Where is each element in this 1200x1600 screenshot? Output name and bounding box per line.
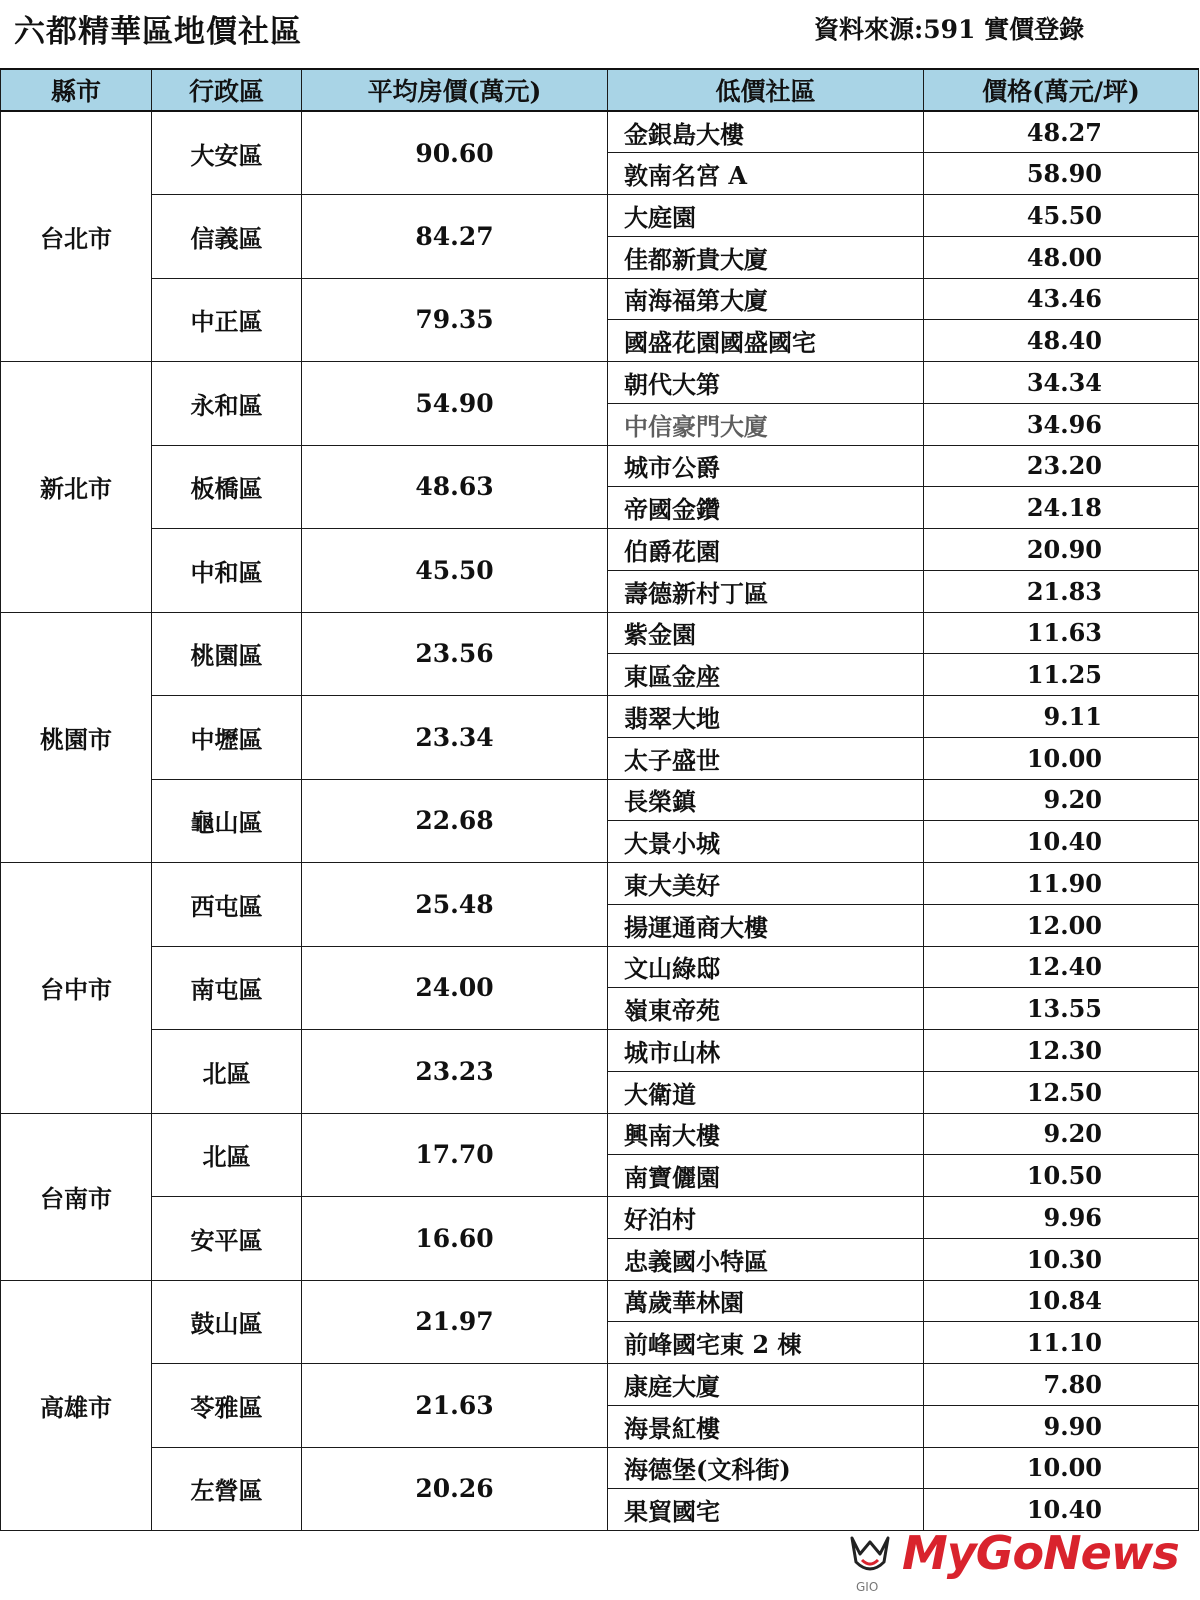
community-cell: 文山綠邸 xyxy=(608,946,924,988)
community-cell: 萬歲華林園 xyxy=(608,1280,924,1322)
community-cell: 忠義國小特區 xyxy=(608,1238,924,1280)
price-cell: 58.90 xyxy=(924,153,1199,195)
price-cell: 13.55 xyxy=(924,988,1199,1030)
table-row xyxy=(1,111,1199,153)
price-cell: 24.18 xyxy=(924,487,1199,529)
table-row xyxy=(1,529,1199,571)
price-cell: 9.96 xyxy=(924,1197,1199,1239)
district-cell: 信義區 xyxy=(152,195,302,279)
price-cell: 10.50 xyxy=(924,1155,1199,1197)
city-cell: 高雄市 xyxy=(1,1280,152,1531)
table-row xyxy=(1,445,1199,487)
table-row xyxy=(1,278,1199,320)
price-cell: 12.30 xyxy=(924,1030,1199,1072)
table-row xyxy=(1,1030,1199,1072)
price-cell: 11.25 xyxy=(924,654,1199,696)
community-cell: 東區金座 xyxy=(608,654,924,696)
district-cell: 北區 xyxy=(152,1030,302,1114)
price-cell: 10.40 xyxy=(924,821,1199,863)
logo-subtext: GIO xyxy=(856,1580,879,1594)
price-cell: 23.20 xyxy=(924,445,1199,487)
price-cell: 45.50 xyxy=(924,195,1199,237)
community-cell: 紫金園 xyxy=(608,612,924,654)
community-cell: 果貿國宅 xyxy=(608,1489,924,1531)
community-cell: 大景小城 xyxy=(608,821,924,863)
avg-price-cell: 16.60 xyxy=(302,1197,608,1281)
community-cell: 太子盛世 xyxy=(608,737,924,779)
price-cell: 10.30 xyxy=(924,1238,1199,1280)
district-cell: 中正區 xyxy=(152,278,302,362)
city-cell: 台南市 xyxy=(1,1113,152,1280)
district-cell: 西屯區 xyxy=(152,863,302,947)
community-cell: 長榮鎮 xyxy=(608,779,924,821)
avg-price-cell: 54.90 xyxy=(302,362,608,446)
community-cell: 大庭園 xyxy=(608,195,924,237)
table-row xyxy=(1,863,1199,905)
price-cell: 10.00 xyxy=(924,737,1199,779)
table-row xyxy=(1,779,1199,821)
price-cell: 10.40 xyxy=(924,1489,1199,1531)
community-cell: 興南大樓 xyxy=(608,1113,924,1155)
price-cell: 10.00 xyxy=(924,1447,1199,1489)
table-row xyxy=(1,946,1199,988)
price-cell: 7.80 xyxy=(924,1364,1199,1406)
price-cell: 9.90 xyxy=(924,1405,1199,1447)
district-cell: 中壢區 xyxy=(152,696,302,780)
community-cell: 帝國金鑽 xyxy=(608,487,924,529)
avg-price-cell: 17.70 xyxy=(302,1113,608,1197)
community-cell: 前峰國宅東 2 棟 xyxy=(608,1322,924,1364)
price-cell: 34.34 xyxy=(924,362,1199,404)
price-table xyxy=(0,68,1199,1531)
district-cell: 安平區 xyxy=(152,1197,302,1281)
community-cell: 壽德新村丁區 xyxy=(608,570,924,612)
data-source: 資料來源:591 實價登錄 xyxy=(814,15,1085,44)
column-header-price: 價格(萬元/坪) xyxy=(924,69,1199,111)
community-cell: 朝代大第 xyxy=(608,362,924,404)
community-cell: 金銀島大樓 xyxy=(608,111,924,153)
city-cell: 桃園市 xyxy=(1,612,152,863)
table-row xyxy=(1,1113,1199,1155)
price-cell: 12.50 xyxy=(924,1071,1199,1113)
community-cell: 康庭大廈 xyxy=(608,1364,924,1406)
avg-price-cell: 24.00 xyxy=(302,946,608,1030)
price-cell: 48.40 xyxy=(924,320,1199,362)
logo-text: MyGoNews xyxy=(902,1526,1179,1580)
price-cell: 10.84 xyxy=(924,1280,1199,1322)
table-row xyxy=(1,1364,1199,1406)
community-cell: 海景紅樓 xyxy=(608,1405,924,1447)
community-cell: 好泊村 xyxy=(608,1197,924,1239)
avg-price-cell: 22.68 xyxy=(302,779,608,863)
avg-price-cell: 20.26 xyxy=(302,1447,608,1531)
community-cell: 伯爵花園 xyxy=(608,529,924,571)
avg-price-cell: 23.23 xyxy=(302,1030,608,1114)
price-cell: 11.90 xyxy=(924,863,1199,905)
community-cell: 南寶儷園 xyxy=(608,1155,924,1197)
community-cell: 嶺東帝苑 xyxy=(608,988,924,1030)
mygonews-logo xyxy=(848,1526,1188,1596)
column-header-avg-price: 平均房價(萬元) xyxy=(302,69,608,111)
district-cell: 南屯區 xyxy=(152,946,302,1030)
price-cell: 43.46 xyxy=(924,278,1199,320)
column-header-city: 縣市 xyxy=(1,69,152,111)
page-title: 六都精華區地價社區 xyxy=(14,14,302,50)
price-cell: 48.27 xyxy=(924,111,1199,153)
community-cell: 佳都新貴大廈 xyxy=(608,236,924,278)
community-cell: 揚運通商大樓 xyxy=(608,904,924,946)
price-cell: 34.96 xyxy=(924,403,1199,445)
community-cell: 國盛花園國盛國宅 xyxy=(608,320,924,362)
avg-price-cell: 45.50 xyxy=(302,529,608,613)
avg-price-cell: 79.35 xyxy=(302,278,608,362)
page-header xyxy=(0,0,1200,68)
table-row xyxy=(1,612,1199,654)
price-cell: 9.11 xyxy=(924,696,1199,738)
district-cell: 龜山區 xyxy=(152,779,302,863)
avg-price-cell: 23.34 xyxy=(302,696,608,780)
table-row xyxy=(1,1197,1199,1239)
community-cell: 敦南名宮 A xyxy=(608,153,924,195)
price-cell: 9.20 xyxy=(924,779,1199,821)
avg-price-cell: 25.48 xyxy=(302,863,608,947)
avg-price-cell: 21.97 xyxy=(302,1280,608,1364)
district-cell: 桃園區 xyxy=(152,612,302,696)
district-cell: 鼓山區 xyxy=(152,1280,302,1364)
city-cell: 新北市 xyxy=(1,362,152,613)
district-cell: 板橋區 xyxy=(152,445,302,529)
district-cell: 北區 xyxy=(152,1113,302,1197)
avg-price-cell: 21.63 xyxy=(302,1364,608,1448)
district-cell: 中和區 xyxy=(152,529,302,613)
price-cell: 21.83 xyxy=(924,570,1199,612)
avg-price-cell: 84.27 xyxy=(302,195,608,279)
column-header-district: 行政區 xyxy=(152,69,302,111)
table-row xyxy=(1,1280,1199,1322)
city-cell: 台北市 xyxy=(1,111,152,362)
table-body xyxy=(1,111,1199,1531)
district-cell: 永和區 xyxy=(152,362,302,446)
table-row xyxy=(1,362,1199,404)
price-cell: 12.00 xyxy=(924,904,1199,946)
price-cell: 48.00 xyxy=(924,236,1199,278)
community-cell: 海德堡(文科街) xyxy=(608,1447,924,1489)
price-cell: 12.40 xyxy=(924,946,1199,988)
community-cell: 東大美好 xyxy=(608,863,924,905)
avg-price-cell: 23.56 xyxy=(302,612,608,696)
avg-price-cell: 90.60 xyxy=(302,111,608,195)
community-cell: 中信豪門大廈 xyxy=(608,403,924,445)
city-cell: 台中市 xyxy=(1,863,152,1114)
price-cell: 11.10 xyxy=(924,1322,1199,1364)
table-header-row xyxy=(1,69,1199,111)
price-cell: 20.90 xyxy=(924,529,1199,571)
community-cell: 城市山林 xyxy=(608,1030,924,1072)
table-row xyxy=(1,696,1199,738)
district-cell: 大安區 xyxy=(152,111,302,195)
community-cell: 大衛道 xyxy=(608,1071,924,1113)
community-cell: 南海福第大廈 xyxy=(608,278,924,320)
column-header-community: 低價社區 xyxy=(608,69,924,111)
avg-price-cell: 48.63 xyxy=(302,445,608,529)
district-cell: 左營區 xyxy=(152,1447,302,1531)
price-cell: 11.63 xyxy=(924,612,1199,654)
district-cell: 苓雅區 xyxy=(152,1364,302,1448)
community-cell: 翡翠大地 xyxy=(608,696,924,738)
price-cell: 9.20 xyxy=(924,1113,1199,1155)
logo-mark-icon xyxy=(848,1532,892,1580)
table-row xyxy=(1,1447,1199,1489)
community-cell: 城市公爵 xyxy=(608,445,924,487)
table-row xyxy=(1,195,1199,237)
